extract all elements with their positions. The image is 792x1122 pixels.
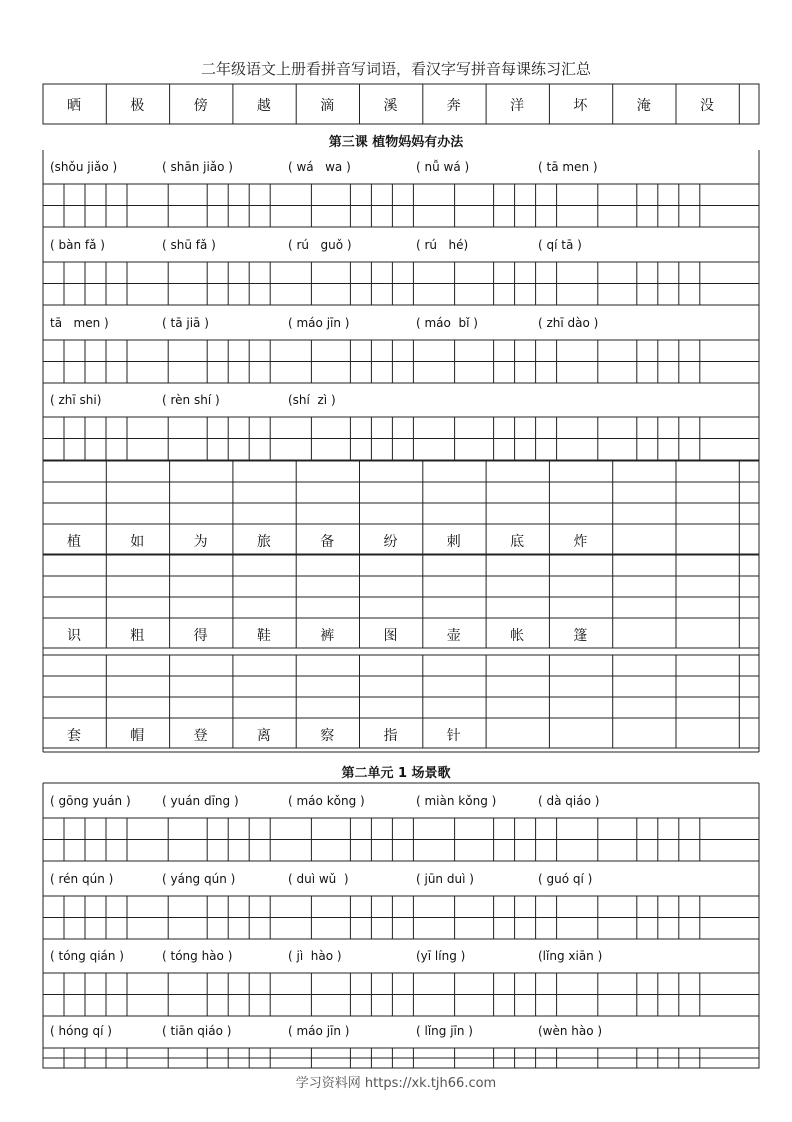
- pinyin-prompt: ( tā jiā ): [162, 316, 209, 330]
- char-cell: 篷: [573, 628, 588, 644]
- char-cell: 裤: [320, 628, 335, 644]
- char-cell: 备: [320, 534, 335, 550]
- pinyin-prompt: ( yuán dīng ): [162, 794, 239, 808]
- pinyin-prompt: ( tóng qián ): [50, 949, 124, 963]
- char-cell: 图: [383, 628, 398, 644]
- top-char-cell: 傍: [193, 98, 208, 114]
- top-char-cell: 洋: [510, 98, 525, 114]
- pinyin-prompt: ( zhī dào ): [538, 316, 599, 330]
- pinyin-prompt: ( jì hào ): [288, 949, 342, 963]
- pinyin-prompt: ( rú hé): [416, 238, 469, 252]
- pinyin-prompt: ( máo jīn ): [288, 1024, 350, 1038]
- char-cell: 如: [130, 534, 145, 550]
- lesson3-title: 第三课 植物妈妈有办法: [328, 135, 464, 150]
- pinyin-prompt: ( gōng yuán ): [50, 794, 131, 808]
- pinyin-prompt: ( rén qún ): [50, 872, 114, 886]
- pinyin-prompt: ( yáng qún ): [162, 872, 236, 886]
- top-char-cell: 溪: [383, 98, 398, 114]
- char-cell: 鞋: [256, 628, 271, 644]
- top-char-cell: 坏: [573, 98, 588, 114]
- pinyin-prompt: ( qí tā ): [538, 238, 582, 252]
- char-cell: 底: [510, 534, 525, 550]
- char-cell: 察: [320, 728, 335, 744]
- pinyin-prompt: ( tiān qiáo ): [162, 1024, 232, 1038]
- top-char-cell: 越: [256, 98, 271, 114]
- pinyin-prompt: ( shān jiǎo ): [162, 160, 233, 174]
- pinyin-prompt: ( zhī shi): [50, 393, 102, 407]
- pinyin-prompt: ( jūn duì ): [416, 872, 474, 886]
- pinyin-prompt: ( máo jīn ): [288, 316, 350, 330]
- top-char-cell: 晒: [67, 98, 81, 114]
- footer-watermark: 学习资料网 https://xk.tjh66.com: [295, 1076, 497, 1091]
- pinyin-row: [50, 872, 750, 890]
- pinyin-row: [50, 949, 750, 967]
- char-cell: 壶: [446, 628, 461, 644]
- pinyin-prompt: (yī líng ): [416, 949, 466, 963]
- pinyin-row: [50, 393, 750, 411]
- pinyin-prompt: ( miàn kǒng ): [416, 794, 497, 808]
- pinyin-prompt: ( lǐng jīn ): [416, 1024, 473, 1038]
- top-char-cell: 奔: [446, 98, 461, 114]
- char-cell: 粗: [130, 628, 145, 644]
- pinyin-prompt: (shí zì ): [288, 393, 336, 407]
- top-char-cell: 滴: [320, 98, 335, 114]
- char-cell: 为: [193, 534, 208, 550]
- top-char-cell: 没: [700, 98, 714, 114]
- char-cell: 套: [67, 728, 81, 744]
- pinyin-prompt: (wèn hào ): [538, 1024, 603, 1038]
- pinyin-prompt: ( máo bǐ ): [416, 316, 478, 330]
- char-cell: 帽: [130, 728, 145, 744]
- char-cell: 得: [193, 628, 208, 644]
- pinyin-prompt: (shǒu jiǎo ): [50, 160, 118, 174]
- page-title: 二年级语文上册看拼音写词语，看汉字写拼音每课练习汇总: [200, 60, 591, 78]
- pinyin-prompt: ( wá wa ): [288, 160, 351, 174]
- pinyin-prompt: ( dà qiáo ): [538, 794, 600, 808]
- char-cell: 帐: [510, 628, 525, 644]
- char-cell: 旅: [256, 534, 271, 550]
- char-cell: 纷: [383, 534, 398, 550]
- pinyin-row: [50, 794, 750, 812]
- pinyin-row: [50, 160, 750, 178]
- pinyin-prompt: ( rèn shí ): [162, 393, 220, 407]
- pinyin-prompt: ( hóng qí ): [50, 1024, 112, 1038]
- pinyin-prompt: ( guó qí ): [538, 872, 593, 886]
- char-cell: 离: [256, 728, 271, 744]
- pinyin-row: [50, 1024, 750, 1042]
- top-char-cell: 极: [130, 98, 145, 114]
- pinyin-row: [50, 316, 750, 334]
- pinyin-prompt: ( máo kǒng ): [288, 794, 365, 808]
- char-cell: 识: [67, 628, 81, 644]
- pinyin-prompt: tā men ): [50, 316, 109, 330]
- char-cell: 指: [383, 728, 398, 744]
- char-cell: 针: [446, 728, 461, 744]
- unit2-title: 第二单元 1 场景歌: [341, 766, 451, 781]
- char-cell: 炸: [573, 534, 588, 550]
- pinyin-prompt: ( tā men ): [538, 160, 598, 174]
- pinyin-prompt: ( nǚ wá ): [416, 160, 470, 174]
- char-cell: 刺: [446, 534, 461, 550]
- pinyin-prompt: (lǐng xiān ): [538, 949, 603, 963]
- char-cell: 登: [193, 728, 208, 744]
- pinyin-prompt: ( duì wǔ ): [288, 872, 349, 886]
- pinyin-row: [50, 238, 750, 256]
- pinyin-prompt: ( rú guǒ ): [288, 238, 352, 252]
- char-cell: 植: [67, 534, 81, 550]
- pinyin-prompt: ( tóng hào ): [162, 949, 233, 963]
- top-char-cell: 淹: [636, 98, 651, 114]
- pinyin-prompt: ( bàn fǎ ): [50, 238, 105, 252]
- pinyin-prompt: ( shū fǎ ): [162, 238, 216, 252]
